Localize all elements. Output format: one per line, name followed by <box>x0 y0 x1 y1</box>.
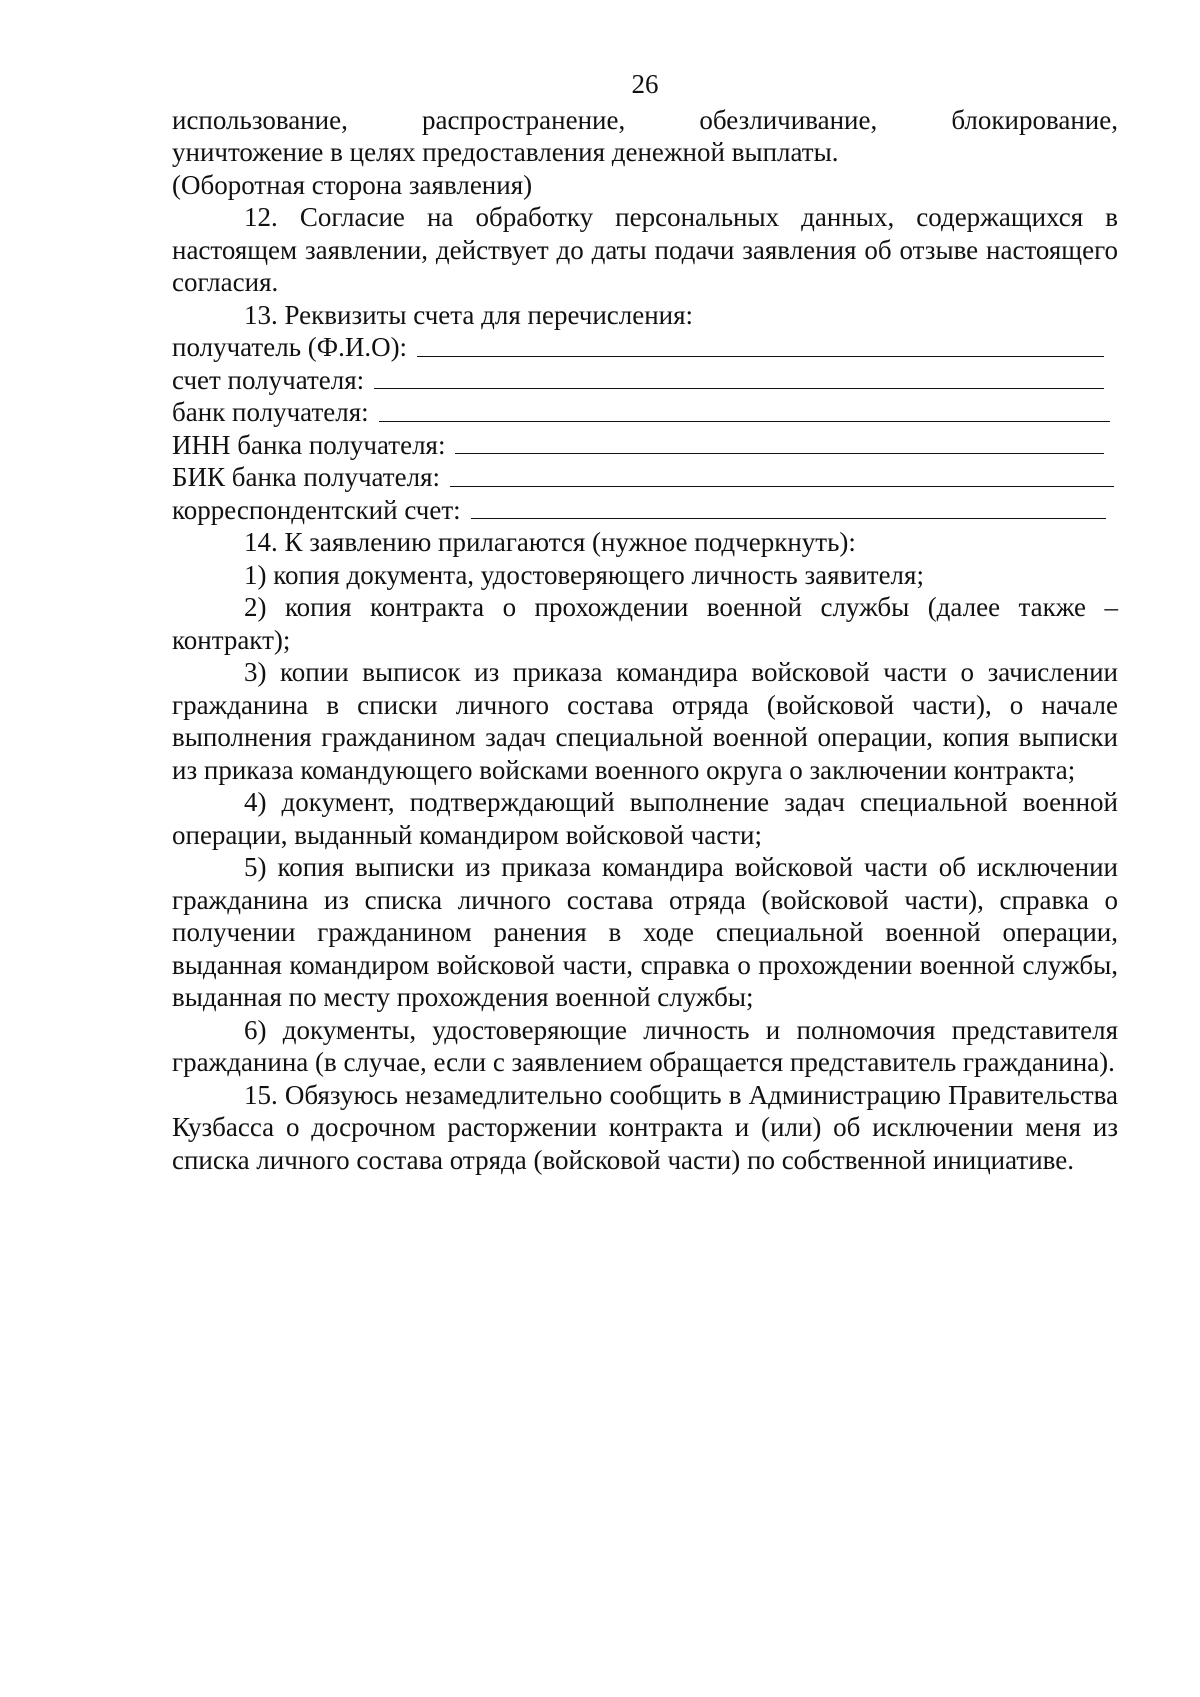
field-label: банк получателя: <box>172 397 369 427</box>
field-recipient-bank[interactable] <box>172 396 1118 429</box>
reverse-side-note: (Оборотная сторона заявления) <box>172 169 533 200</box>
field-recipient-name[interactable] <box>172 331 1118 364</box>
field-correspondent-account[interactable] <box>172 494 1118 527</box>
field-label: ИНН банка получателя: <box>172 429 446 460</box>
intro-word: распространение, <box>421 104 626 135</box>
attachment-item-3: 3) копии выписок из приказа командира войсковой части о зачислении гражданина в списки личного состава отряда (войсковой части), о начале выполнения гражданином задач специальной военной операции, копия выписки из приказа командующего войсками военного округа о заключении контракта; <box>172 657 1118 785</box>
field-bank-bik[interactable] <box>172 461 1118 494</box>
blank-line[interactable] <box>450 485 1114 487</box>
attachment-item-1: 1) копия документа, удостоверяющего личность заявителя; <box>244 559 924 590</box>
intro-word: обезличивание, <box>699 104 878 135</box>
attachment-item-6: 6) документы, удостоверяющие личность и полномочия представителя гражданина (в случае, если с заявлением обращается представитель гражданина). <box>172 1014 1118 1077</box>
field-label: корреспондентский счет: <box>172 494 461 525</box>
intro-line-2: уничтожение в целях предоставления денежной выплаты. <box>172 137 839 167</box>
field-recipient-account[interactable] <box>172 364 1118 397</box>
document-page <box>172 68 1118 1176</box>
blank-line[interactable] <box>374 387 1104 389</box>
field-bank-inn[interactable] <box>172 429 1118 462</box>
blank-line[interactable] <box>379 420 1110 422</box>
blank-line[interactable] <box>455 452 1104 454</box>
intro-word: использование, <box>172 104 348 135</box>
paragraph-14-heading: 14. К заявлению прилагаются (нужное подчеркнуть): <box>244 527 856 557</box>
blank-line[interactable] <box>417 355 1104 357</box>
intro-word: блокирование, <box>951 104 1118 135</box>
blank-line[interactable] <box>471 517 1106 519</box>
attachment-item-2: 2) копия контракта о прохождении военной службы (далее также – контракт); <box>172 592 1118 655</box>
paragraph-12: 12. Согласие на обработку персональных данных, содержащихся в настоящем заявлении, действует до даты подачи заявления об отзыве настоящего согласия. <box>172 202 1118 297</box>
page-number: 26 <box>631 69 659 99</box>
paragraph-13-heading: 13. Реквизиты счета для перечисления: <box>244 299 694 330</box>
attachment-item-5: 5) копия выписки из приказа командира войсковой части об исключении гражданина из списка личного состава отряда (войсковой части), справка о получении гражданином ранения в ходе специальной военной операции, выданная командиром войсковой части, справка о прохождении военной службы, выданная по месту прохождения военной службы; <box>172 852 1118 1012</box>
field-label: получатель (Ф.И.О): <box>172 332 408 362</box>
field-label: БИК банка получателя: <box>172 462 440 492</box>
attachment-item-4: 4) документ, подтверждающий выполнение задач специальной военной операции, выданный командиром войсковой части; <box>172 787 1118 850</box>
intro-line-1 <box>172 104 1118 137</box>
field-label: счет получателя: <box>172 364 365 395</box>
paragraph-15: 15. Обязуюсь незамедлительно сообщить в Администрацию Правительства Кузбасса о досрочном расторжении контракта и (или) об исключении меня из списка личного состава отряда (войсковой части) по собственной инициативе. <box>172 1079 1118 1175</box>
